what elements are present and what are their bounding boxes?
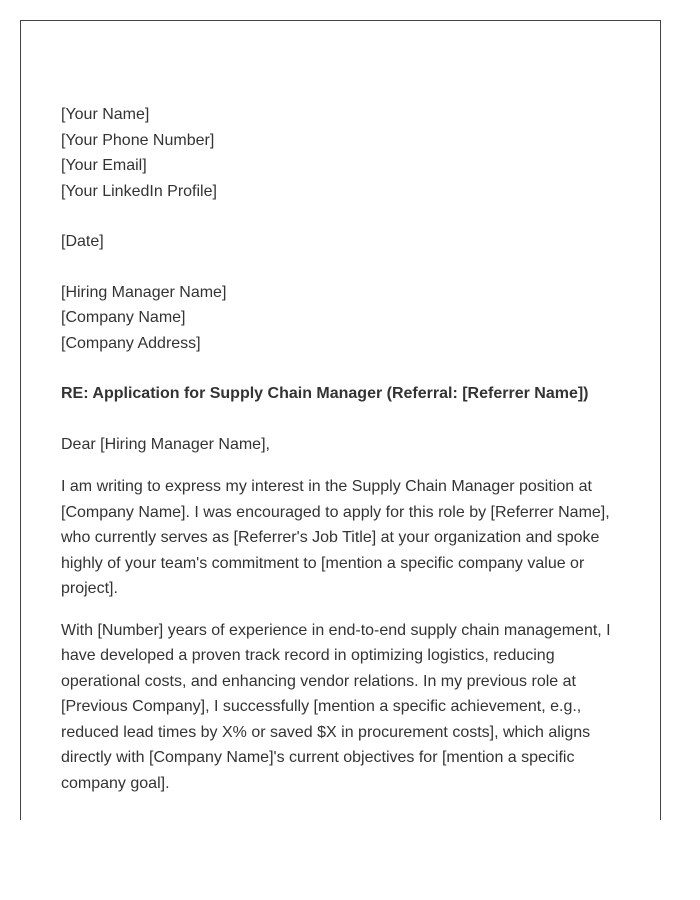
paragraph-line: highly of your team's commitment to [mention a specific company value or <box>61 554 585 572</box>
sender-linkedin: [Your LinkedIn Profile] <box>61 182 217 200</box>
paragraph-line: directly with [Company Name]'s current objectives for [mention a specific <box>61 749 575 766</box>
paragraph-line: With [Number] years of experience in end-to-end supply chain management, I <box>61 621 611 639</box>
recipient-block <box>61 280 626 357</box>
body-paragraph-1 <box>61 474 626 602</box>
spacer <box>61 204 626 229</box>
salutation-text: Dear [Hiring Manager Name], <box>61 435 270 453</box>
paragraph-line: have developed a proven track record in optimizing logistics, reducing <box>61 647 555 664</box>
paragraph-line: [Company Name]. I was encouraged to apply for this role by [Referrer Name], <box>61 503 610 521</box>
spacer <box>61 255 626 280</box>
sender-name: [Your Name] <box>61 106 150 123</box>
recipient-name: [Hiring Manager Name] <box>61 283 227 301</box>
subject-text: RE: Application for Supply Chain Manager (Referral: [Referrer Name]) <box>61 385 589 402</box>
salutation <box>61 432 626 458</box>
body-paragraph-2 <box>61 618 626 797</box>
sender-block <box>61 102 626 204</box>
paragraph-line: I am writing to express my interest in the Supply Chain Manager position at <box>61 478 592 495</box>
letter-content <box>61 102 626 796</box>
paragraph-line: reduced lead times by X% or saved $X in procurement costs], which aligns <box>61 723 591 741</box>
paragraph-line: company goal]. <box>61 774 170 792</box>
recipient-address: [Company Address] <box>61 334 201 352</box>
letter-date: [Date] <box>61 233 104 250</box>
paragraph-line: project]. <box>61 580 118 597</box>
subject-line <box>61 381 626 407</box>
sender-phone: [Your Phone Number] <box>61 131 215 149</box>
date-block <box>61 229 626 255</box>
paragraph-line: [Previous Company], I successfully [mention a specific achievement, e.g., <box>61 698 582 715</box>
recipient-company: [Company Name] <box>61 309 186 326</box>
paragraph-line: operational costs, and enhancing vendor relations. In my previous role at <box>61 672 576 690</box>
paragraph-line: who currently serves as [Referrer's Job Title] at your organization and spoke <box>61 529 600 546</box>
letter-page <box>20 20 661 820</box>
sender-email: [Your Email] <box>61 157 147 174</box>
